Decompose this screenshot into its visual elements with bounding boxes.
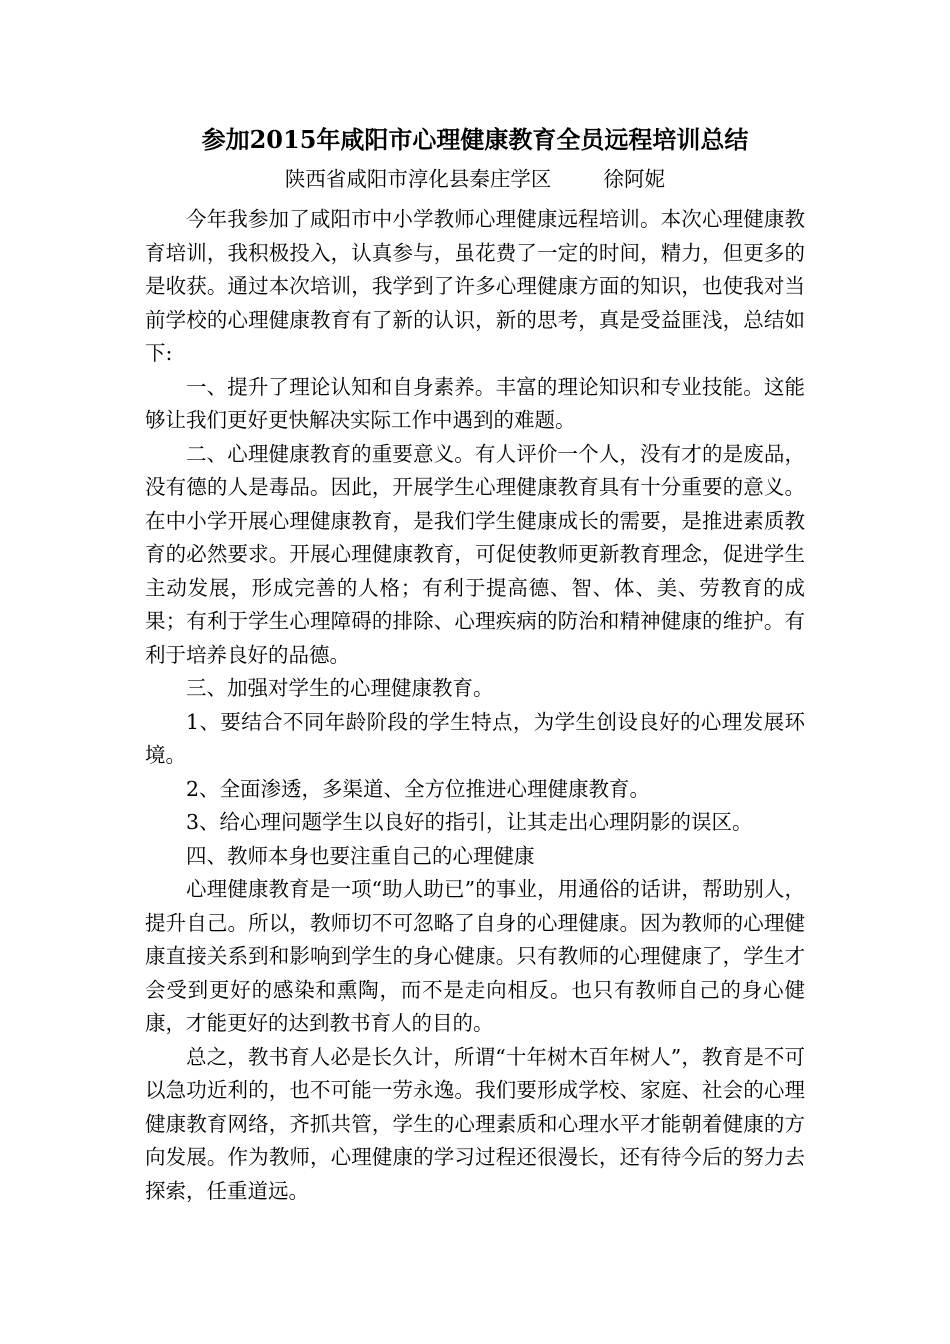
paragraph: 总之，教书育人必是长久计，所谓“十年树木百年树人”，教育是不可以急功近利的，也不可能一劳永逸。我们要形成学校、家庭、社会的心理健康教育网络，齐抓共管，学生的心理素质和心理水平才能朝着健康的方向发展。作为教师，心理健康的学习过程还很漫长，还有待今后的努力去探索，任重道远。 bbox=[145, 1044, 805, 1203]
paragraph: 3、给心理问题学生以良好的指引，让其走出心理阴影的误区。 bbox=[186, 810, 753, 834]
paragraph: 2、全面渗透，多渠道、全方位推进心理健康教育。 bbox=[186, 776, 651, 801]
paragraph: 心理健康教育是一项“助人助已”的事业，用通俗的话讲，帮助别人，提升自己。所以，教师切不可忽略了自身的心理健康。因为教师的心理健康直接关系到和影响到学生的身心健康。只有教师的心理健康了，学生才会受到更好的感染和熏陶，而不是走向相反。也只有教师自己的身心健康，才能更好的达到教书育人的目的。 bbox=[145, 877, 805, 1035]
author-line: 陕西省咸阳市淳化县秦庄学区 徐阿妮 bbox=[284, 167, 666, 191]
paragraph: 三、加强对学生的心理健康教育。 bbox=[186, 676, 494, 700]
paragraph: 二、心理健康教育的重要意义。有人评价一个人，没有才的是废品，没有德的人是毒品。因此，开展学生心理健康教育具有十分重要的意义。在中小学开展心理健康教育，是我们学生健康成长的需要，是推进素质教育的必然要求。开展心理健康教育，可促使教师更新教育理念，促进学生主动发展，形成完善的人格；有利于提高德、智、体、美、劳教育的成果；有利于学生心理障碍的排除、心理疾病的防治和精神健康的维护。有利于培养良好的品德。 bbox=[145, 441, 805, 667]
document-title: 参加2015年咸阳市心理健康教育全员远程培训总结 bbox=[201, 125, 749, 154]
paragraph: 今年我参加了咸阳市中小学教师心理健康远程培训。本次心理健康教育培训，我积极投入，认真参与，虽花费了一定的时间，精力，但更多的是收获。通过本次培训，我学到了许多心理健康方面的知识，也使我对当前学校的心理健康教育有了新的认识，新的思考，真是受益匪浅，总结如下: bbox=[145, 207, 805, 365]
paragraph: 四、教师本身也要注重自己的心理健康 bbox=[186, 843, 535, 868]
document-body bbox=[145, 203, 805, 1208]
paragraph: 一、提升了理论认知和自身素养。丰富的理论知识和专业技能。这能够让我们更好更快解决实际工作中遇到的难题。 bbox=[145, 374, 805, 432]
paragraph: 1、要结合不同年龄阶段的学生特点，为学生创设良好的心理发展环境。 bbox=[145, 709, 805, 767]
